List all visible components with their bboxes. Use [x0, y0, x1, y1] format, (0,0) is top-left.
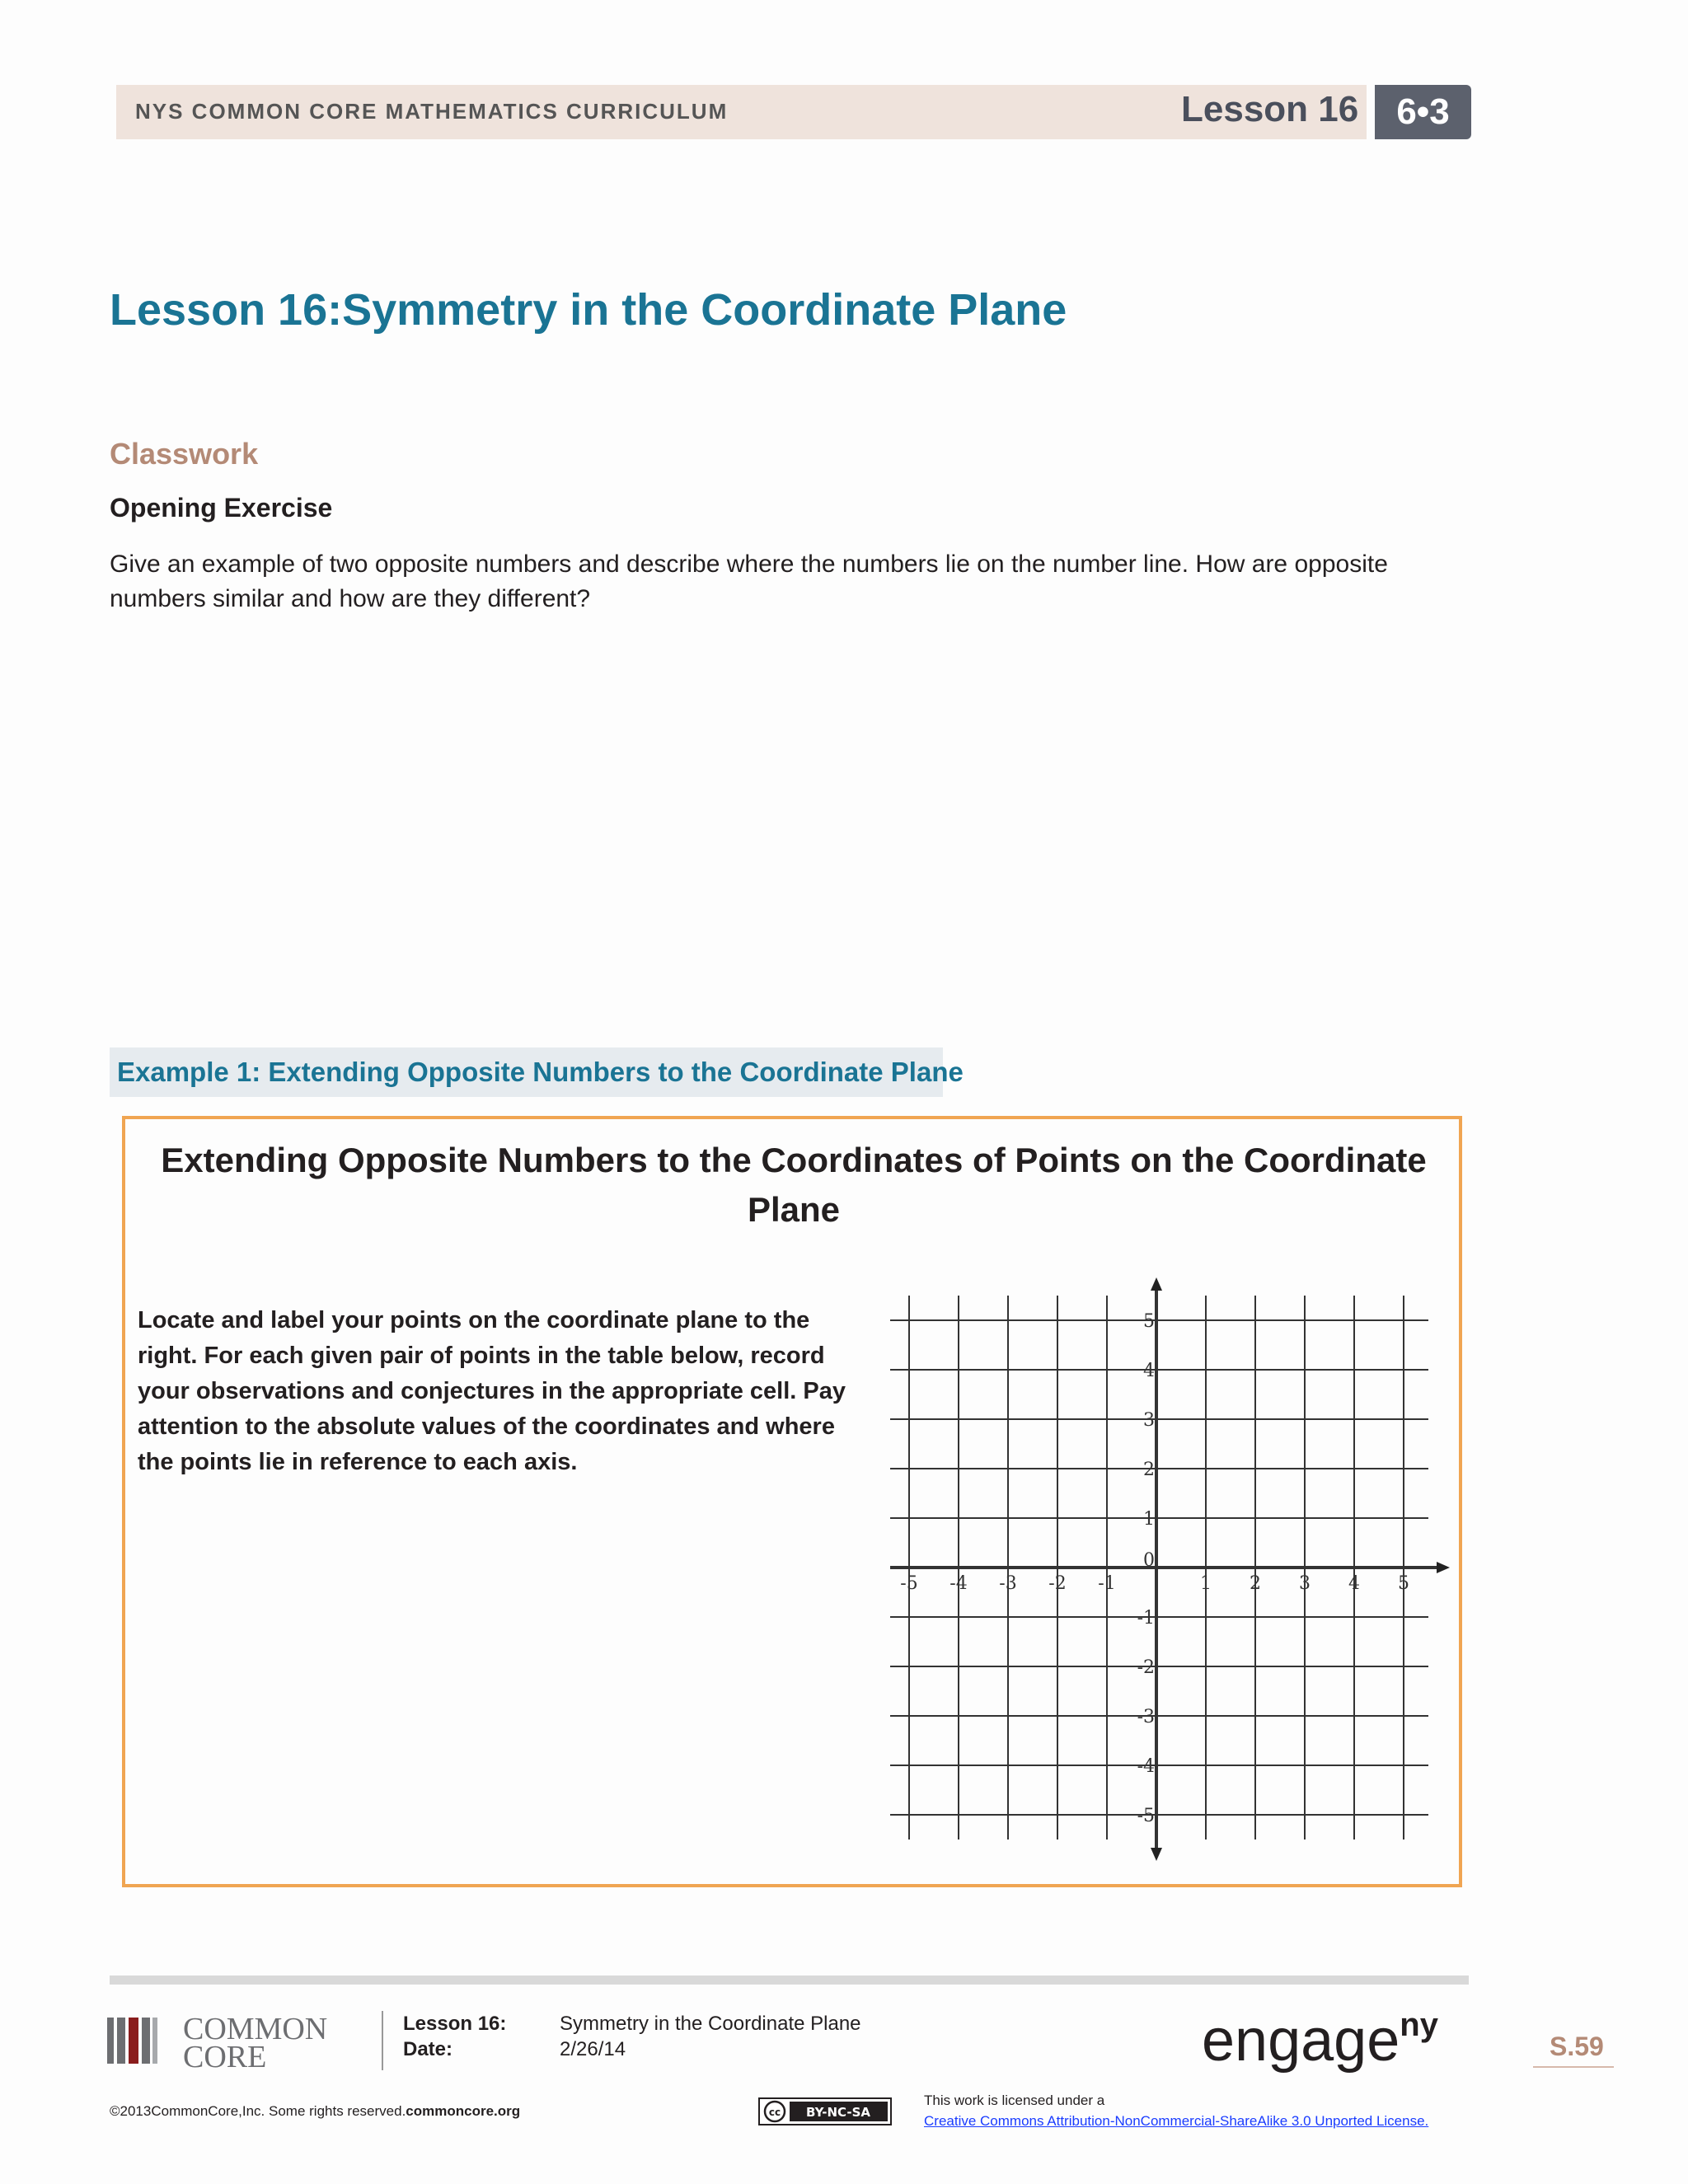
y-axis-arrow-up [1151, 1277, 1162, 1291]
x-tick-label: 3 [1299, 1573, 1311, 1594]
footer-rule [110, 1975, 1469, 1985]
footer-lesson-label: Lesson 16: [403, 2013, 507, 2035]
x-tick-label: 4 [1348, 1573, 1360, 1594]
example-instructions: Locate and label your points on the coordinate plane to the right. For each given pair of points in the table below, record your observations and conjectures in the appropriate cell. Pay attention to the absolute values of the coordinates and where the points lie in reference to each axis. [138, 1307, 846, 1475]
axes [890, 1277, 1450, 1861]
y-tick-label: -3 [1137, 1707, 1155, 1727]
logo-core: CORE [183, 2040, 267, 2069]
y-tick-label: -4 [1137, 1756, 1155, 1777]
footer-divider [382, 2011, 383, 2070]
y-tick-label: 0 [1143, 1550, 1155, 1571]
x-tick-label: -1 [1098, 1573, 1116, 1594]
y-tick-label: -1 [1137, 1608, 1155, 1629]
footer-date-label: Date: [403, 2038, 453, 2060]
example-heading: Example 1: Extending Opposite Numbers to the Coordinate Plane [117, 1057, 964, 1087]
example-box-title: Extending Opposite Numbers to the Coordinates of Points on the Coordinate Plane [161, 1141, 1427, 1229]
page-number: S.59 [1550, 2032, 1604, 2061]
classwork-heading: Classwork [110, 437, 259, 471]
copyright-link[interactable]: commoncore.org [406, 2103, 521, 2119]
footer-date-value: 2/26/14 [560, 2038, 626, 2060]
page-number-underline [1533, 2066, 1614, 2068]
engageny-logo [1202, 2007, 1438, 2074]
page-title: Lesson 16:Symmetry in the Coordinate Plane [110, 285, 1067, 335]
license-text: This work is licensed under a [924, 2093, 1105, 2108]
y-tick-label: 4 [1143, 1361, 1155, 1381]
x-tick-label: -4 [950, 1573, 968, 1594]
x-tick-label: 2 [1250, 1573, 1261, 1594]
x-tick-label: -5 [900, 1573, 918, 1594]
engage-text: engage [1202, 2008, 1400, 2074]
coordinate-plane [890, 1269, 1451, 1879]
x-tick-label: -3 [999, 1573, 1017, 1594]
x-tick-label: 1 [1200, 1573, 1212, 1594]
svg-text:cc: cc [768, 2107, 781, 2118]
logo-common: COMMON [183, 2012, 328, 2046]
y-axis-arrow-down [1151, 1848, 1162, 1861]
cc-badge-text: BY-NC-SA [805, 2105, 871, 2120]
copyright-text: ©2013CommonCore,Inc. Some rights reserved. [110, 2103, 406, 2119]
y-tick-label: 2 [1143, 1460, 1155, 1480]
engage-superscript: ny [1400, 2007, 1438, 2043]
copyright [110, 2103, 520, 2120]
y-tick-label: -5 [1137, 1806, 1155, 1826]
cc-license-badge[interactable] [758, 2097, 892, 2125]
opening-exercise-heading: Opening Exercise [110, 493, 333, 523]
header-lesson: Lesson 16 [1181, 89, 1359, 129]
y-tick-label: 1 [1143, 1509, 1155, 1530]
common-core-logo [107, 2011, 371, 2069]
y-tick-label: 3 [1143, 1410, 1155, 1431]
footer-lesson-value: Symmetry in the Coordinate Plane [560, 2013, 861, 2035]
y-tick-label: 5 [1143, 1311, 1155, 1332]
license-link[interactable]: Creative Commons Attribution-NonCommercial-ShareAlike 3.0 Unported License. [924, 2113, 1429, 2129]
y-tick-label: -2 [1137, 1657, 1155, 1678]
module-badge: 6•3 [1375, 85, 1471, 139]
x-tick-label: -2 [1048, 1573, 1067, 1594]
x-tick-label: 5 [1398, 1573, 1409, 1594]
opening-exercise-prompt: Give an example of two opposite numbers and describe where the numbers lie on the number line. How are opposite numbers similar and how are they different? [110, 551, 1388, 612]
x-axis-arrow-right [1437, 1562, 1450, 1573]
curriculum-title: NYS COMMON CORE MATHEMATICS CURRICULUM [135, 99, 729, 124]
